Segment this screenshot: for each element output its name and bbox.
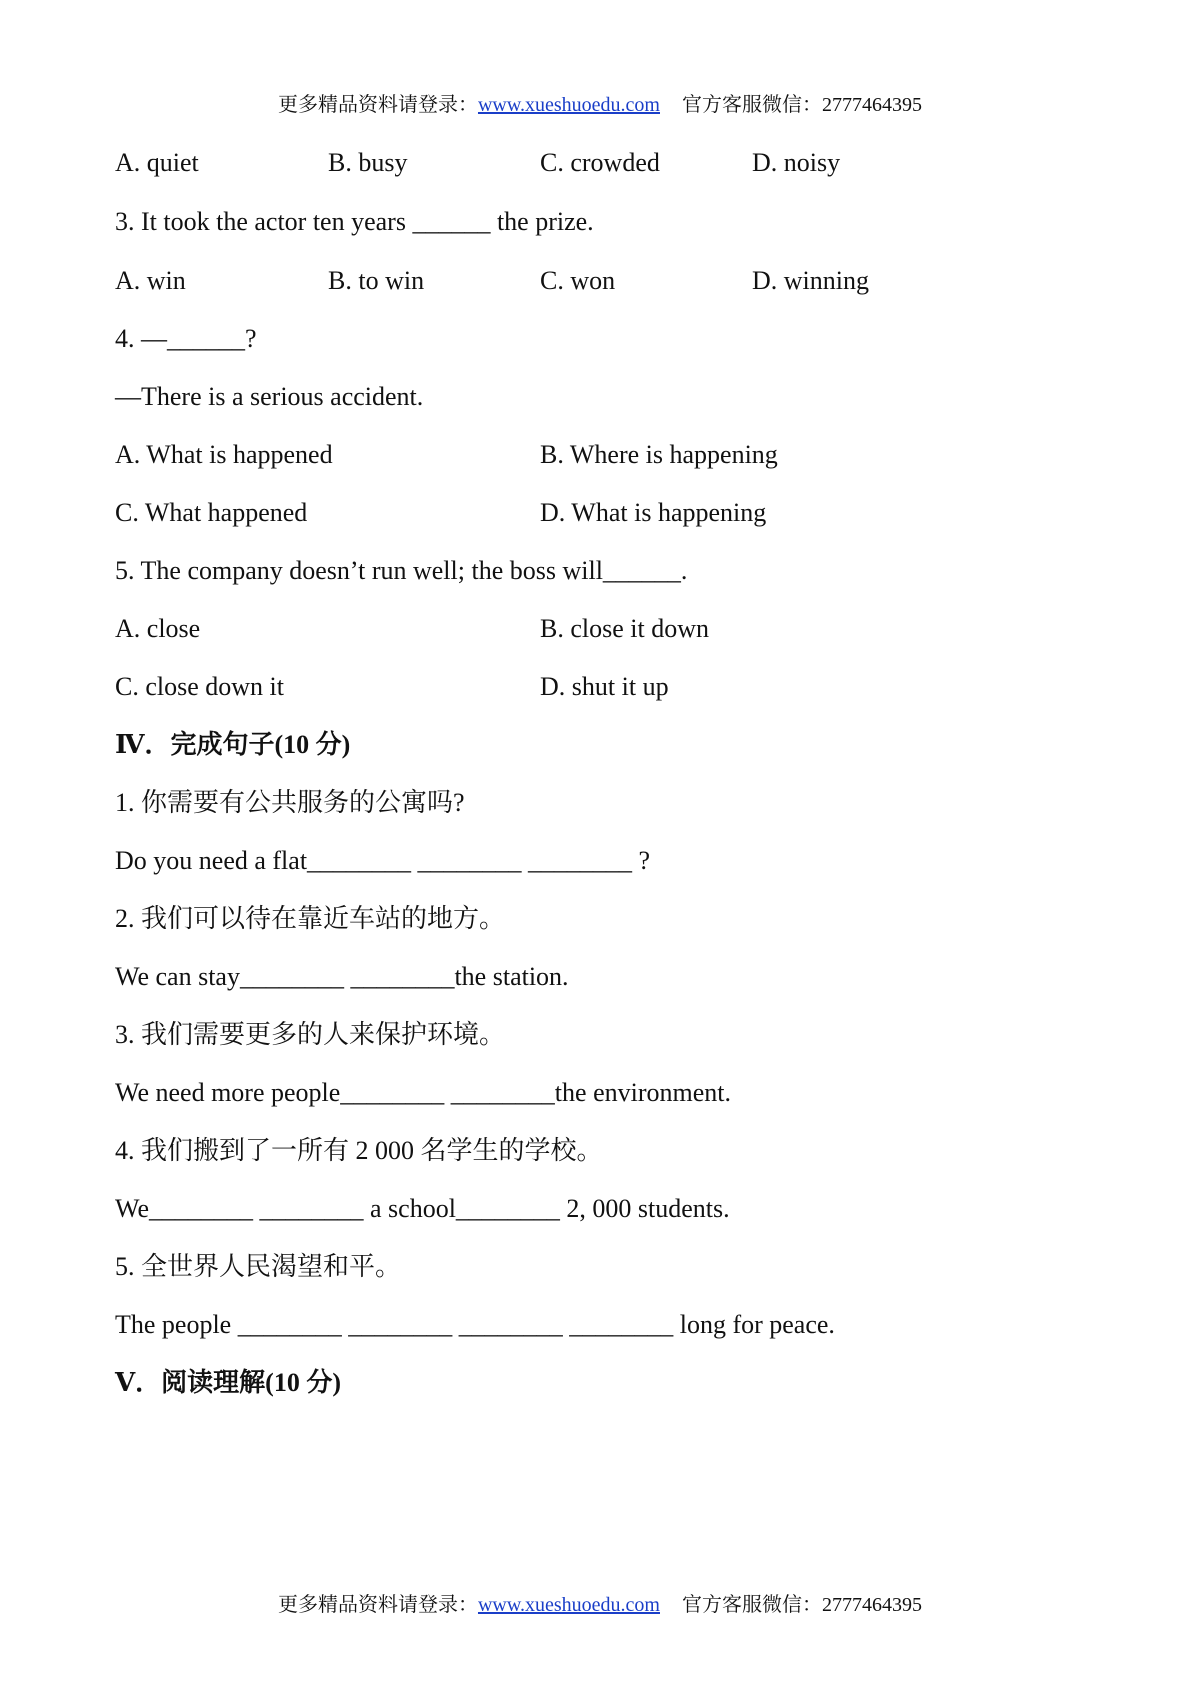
q5-option-c: C. close down it	[115, 672, 284, 701]
q2-option-d: D. noisy	[752, 148, 841, 177]
sentence-4-english: We________ ________ a school________ 2, 000 students.	[115, 1194, 730, 1223]
sentence-1-chinese: 1. 你需要有公共服务的公寓吗?	[115, 788, 465, 817]
q4-option-d: D. What is happening	[540, 498, 767, 527]
q2-option-a: A. quiet	[115, 148, 199, 177]
q2-option-b: B. busy	[328, 148, 408, 177]
page-footer	[0, 1588, 1200, 1617]
q5-option-b: B. close it down	[540, 614, 709, 643]
q4-reply: —There is a serious accident.	[115, 382, 424, 411]
footer-link[interactable]: www.xueshuoedu.com	[477, 1594, 660, 1616]
sentence-5-english: The people ________ ________ ________ ________ long for peace.	[115, 1310, 835, 1339]
section-5-title: Ⅴ．阅读理解(10 分)	[115, 1368, 341, 1397]
q4-option-c: C. What happened	[115, 498, 308, 527]
sentence-2-chinese: 2. 我们可以待在靠近车站的地方。	[115, 904, 506, 933]
q3-option-b: B. to win	[328, 266, 425, 295]
q3-stem: 3. It took the actor ten years ______ the prize.	[115, 207, 594, 236]
q4-option-b: B. Where is happening	[540, 440, 778, 469]
footer-wechat: 官方客服微信：2777464395	[682, 1594, 922, 1616]
q5-option-d: D. shut it up	[540, 672, 669, 701]
sentence-2-english: We can stay________ ________the station.	[115, 962, 569, 991]
q3-option-a: A. win	[115, 266, 186, 295]
q3-option-c: C. won	[540, 266, 616, 295]
footer-prefix: 更多精品资料请登录：	[277, 1594, 478, 1616]
q2-option-c: C. crowded	[540, 148, 660, 177]
q4-option-a: A. What is happened	[115, 440, 333, 469]
sentence-3-chinese: 3. 我们需要更多的人来保护环境。	[115, 1020, 506, 1049]
sentence-3-english: We need more people________ ________the environment.	[115, 1078, 731, 1107]
page-header	[0, 88, 1200, 117]
header-link[interactable]: www.xueshuoedu.com	[477, 94, 660, 116]
header-wechat: 官方客服微信：2777464395	[682, 94, 922, 116]
q5-stem: 5. The company doesn’t run well; the boss will______.	[115, 556, 688, 585]
q3-option-d: D. winning	[752, 266, 869, 295]
sentence-5-chinese: 5. 全世界人民渴望和平。	[115, 1252, 402, 1281]
section-4-title: Ⅳ．完成句子(10 分)	[115, 730, 351, 759]
q5-option-a: A. close	[115, 614, 201, 643]
sentence-1-english: Do you need a flat________ ________ ________ ?	[115, 846, 651, 875]
sentence-4-chinese: 4. 我们搬到了一所有 2 000 名学生的学校。	[115, 1136, 603, 1165]
q4-stem: 4. —______?	[115, 324, 257, 353]
header-prefix: 更多精品资料请登录：	[277, 94, 478, 116]
